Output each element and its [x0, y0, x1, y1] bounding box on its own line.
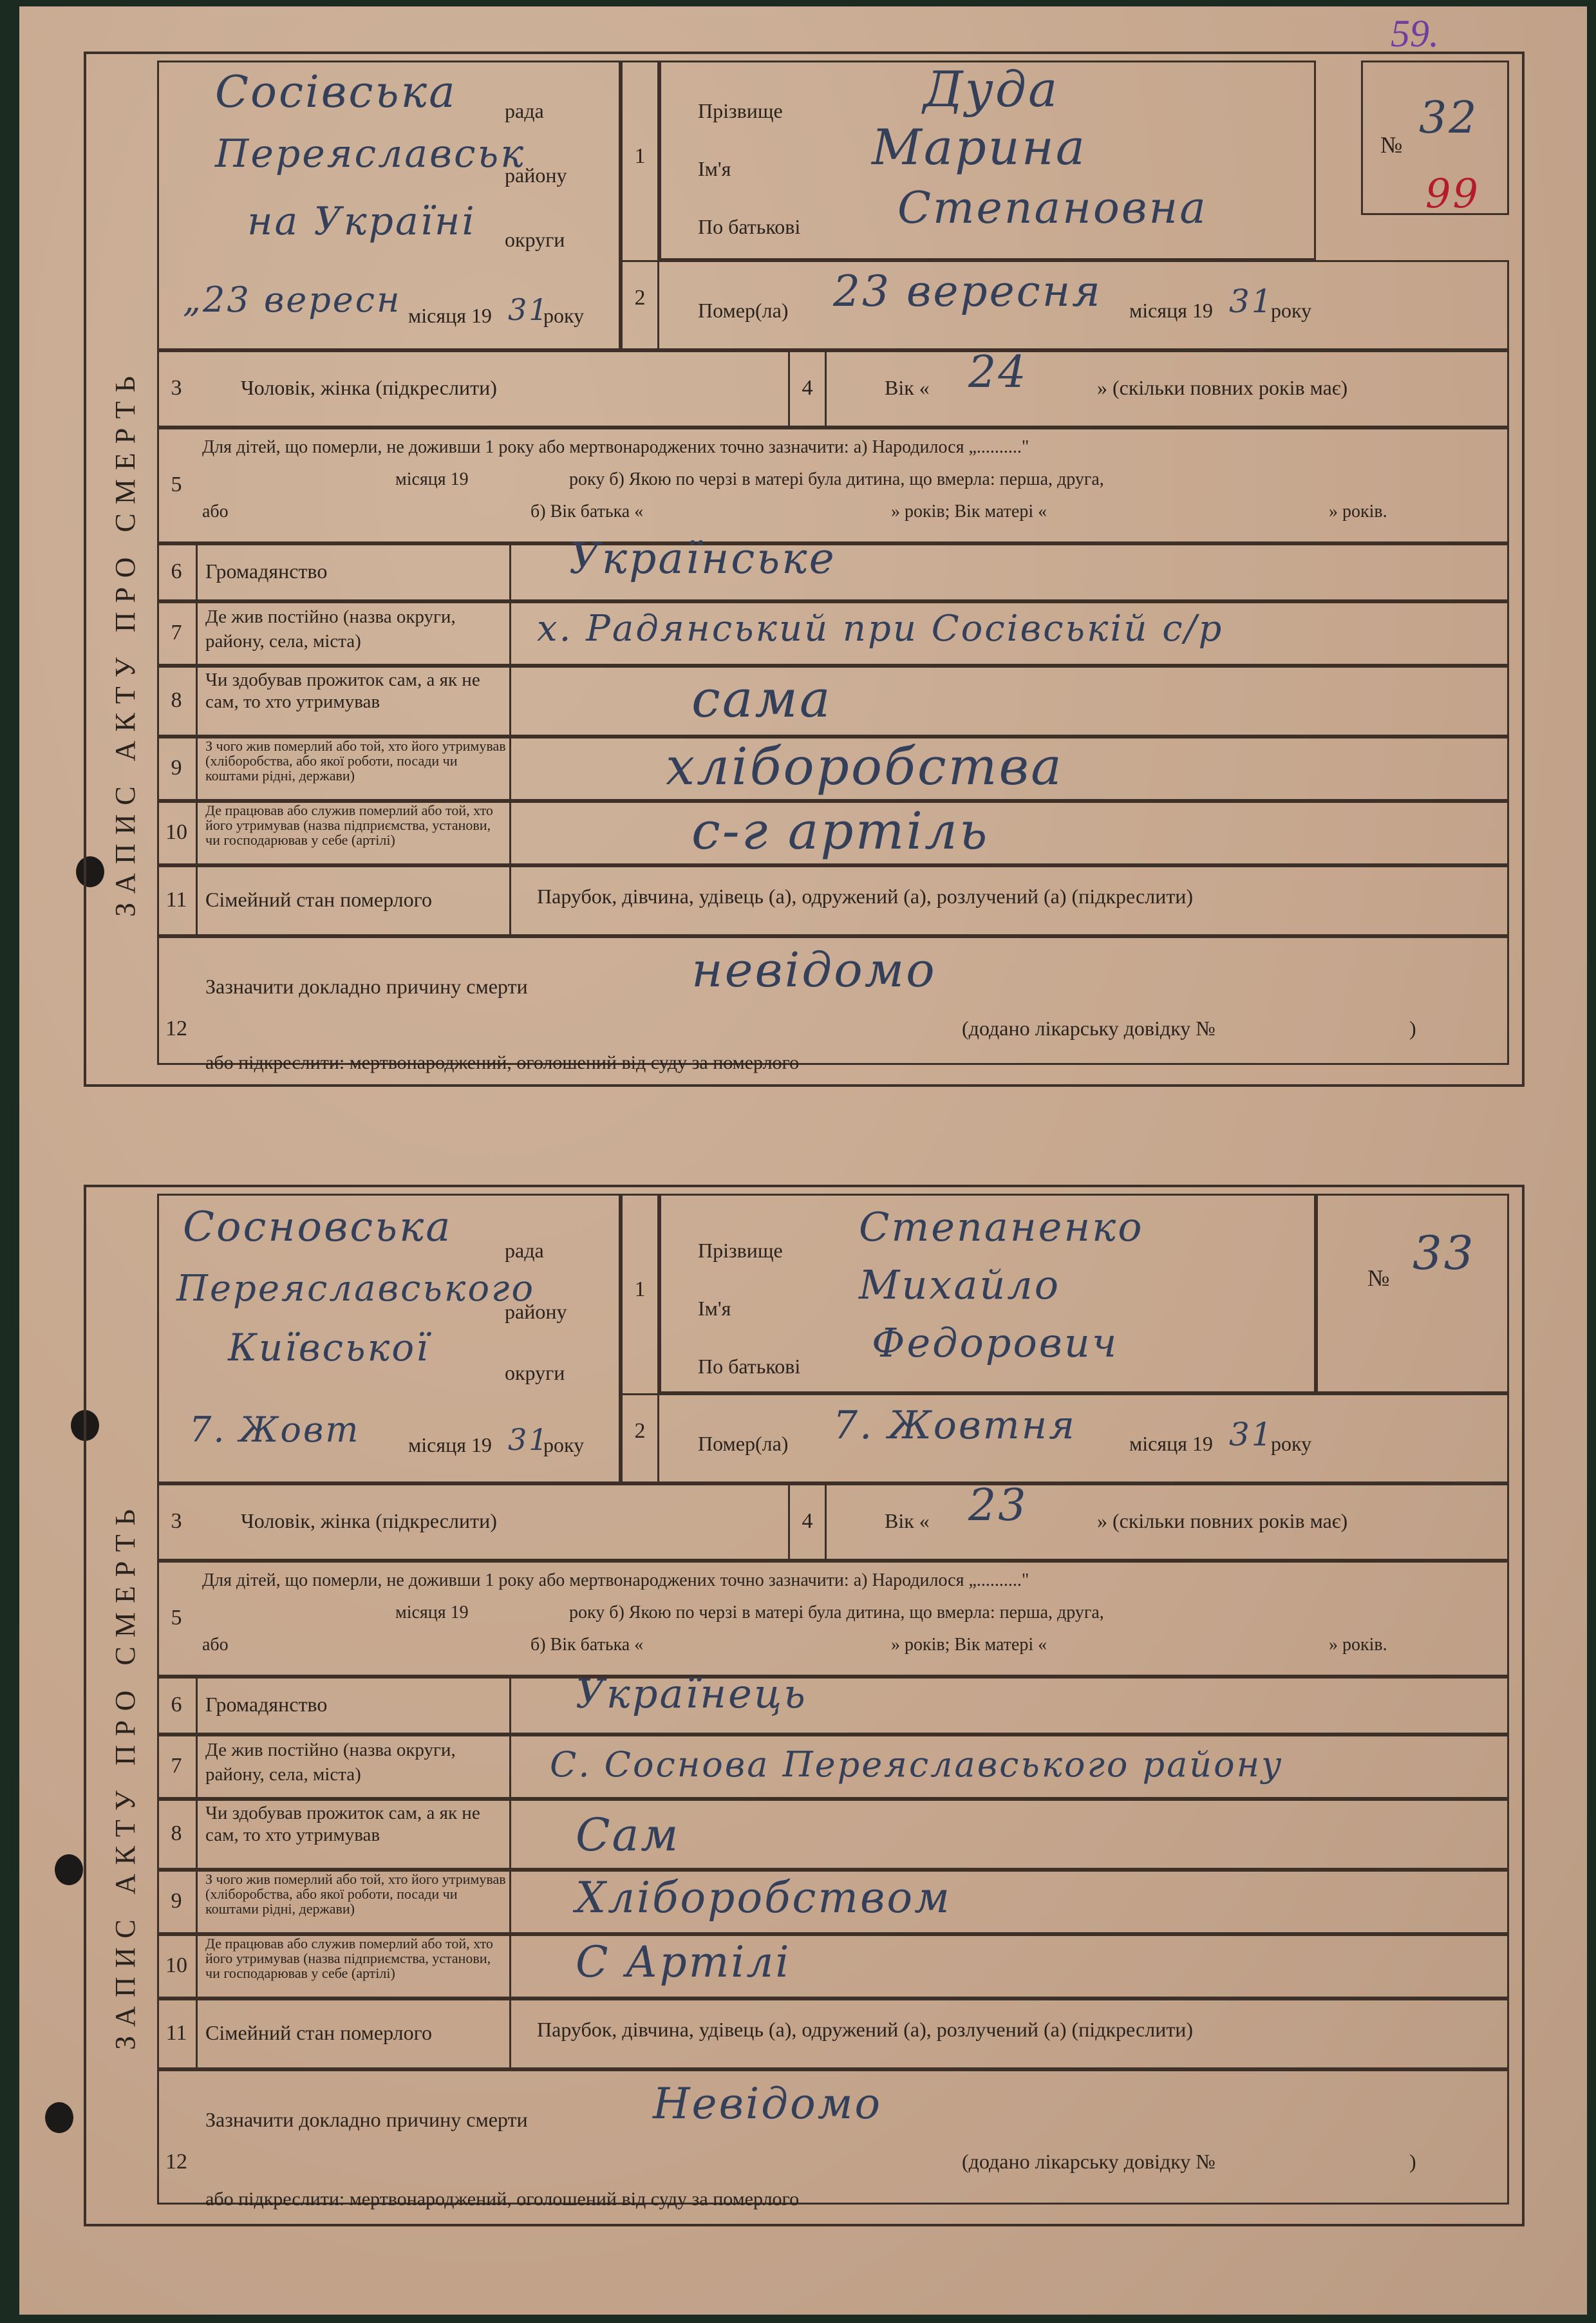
doctor-note-label: (додано лікарську довідку № — [962, 1017, 1216, 1040]
row5-text: року б) Якою по черзі в матері була дитина, що вмерла: перша, друга, — [569, 469, 1104, 489]
livelihood-label: Чи здобував прожиток сам, а як не сам, то хто утримував — [205, 670, 480, 712]
stillborn-note: або підкреслити: мертвонароджений, оголошений від суду за померлого — [205, 2188, 800, 2210]
row5-text: року б) Якою по черзі в матері була дитина, що вмерла: перша, друга, — [569, 1603, 1104, 1622]
marital-label: Сімейний стан померлого — [205, 2021, 432, 2044]
source-label: З чого жив померлий або той, хто його утримував (хліборобства, або якої роботи, посади чи коштами рідні, держави) — [205, 738, 506, 784]
row5-text: місяця 19 — [395, 1603, 469, 1622]
source-value: хліборобства — [666, 737, 1064, 796]
row-number: 7 — [171, 1754, 182, 1778]
surname-label: Прізвище — [698, 1239, 783, 1262]
marital-label: Сімейний стан померлого — [205, 888, 432, 911]
month-label: місяця 19 — [408, 1433, 492, 1456]
citizenship-label: Громадянство — [205, 1693, 328, 1716]
rayon-value: Переяславського — [176, 1268, 536, 1310]
record-number: 32 — [1419, 93, 1479, 144]
okruha-value: Київської — [228, 1326, 430, 1369]
patronymic-label: По батькові — [698, 215, 801, 238]
livelihood-label: Чи здобував прожиток сам, а як не сам, то хто утримував — [205, 1803, 480, 1845]
row5-text: б) Вік батька « — [530, 502, 644, 522]
sex-label: Чоловік, жінка (підкреслити) — [241, 1509, 497, 1532]
name-value: Михайло — [859, 1261, 1061, 1308]
stillborn-note: або підкреслити: мертвонароджений, оголошений від суду за померлого — [205, 1052, 800, 1073]
doctor-note-label: (додано лікарську довідку № — [962, 2150, 1216, 2173]
row-number: 6 — [171, 560, 182, 583]
row-number: 9 — [171, 1889, 182, 1913]
row5-text: або — [202, 1635, 229, 1655]
row5-text: » років. — [1329, 1635, 1387, 1655]
record-number: 33 — [1413, 1226, 1476, 1280]
number-label: № — [1367, 1265, 1390, 1291]
row5-text: Для дітей, що померли, не доживши 1 року або мертвонароджених точно зазначити: а) Народилося „.........." — [202, 1570, 1029, 1590]
death-label: Помер(ла) — [698, 299, 789, 322]
citizenship-label: Громадянство — [205, 560, 328, 583]
surname-value: Дуда — [923, 61, 1060, 118]
okruha-label: округи — [505, 228, 565, 251]
row-number: 12 — [165, 2150, 187, 2174]
number-block — [1316, 1194, 1509, 1393]
row5-text: » років. — [1329, 502, 1387, 522]
okruha-label: округи — [505, 1361, 565, 1384]
row-number: 4 — [802, 376, 813, 400]
death-date: 23 вересня — [833, 267, 1102, 316]
side-label: ЗАПИС АКТУ ПРО СМЕРТЬ — [109, 367, 141, 917]
patronymic-value: Федорович — [872, 1319, 1119, 1366]
row-number: 6 — [171, 1693, 182, 1716]
patronymic-label: По батькові — [698, 1355, 801, 1378]
month-label: місяця 19 — [408, 304, 492, 327]
row-number: 5 — [171, 473, 182, 496]
cause-label: Зазначити докладно причину смерти — [205, 975, 528, 998]
year-label: року — [1271, 1432, 1312, 1455]
cause-label: Зазначити докладно причину смерти — [205, 2108, 528, 2131]
name-label: Ім'я — [698, 157, 731, 180]
age-label: Вік « — [885, 1509, 930, 1532]
age-value: 24 — [968, 347, 1028, 398]
row5-text: б) Вік батька « — [530, 1635, 644, 1655]
source-label: З чого жив померлий або той, хто його утримував (хліборобства, або якої роботи, посади чи коштами рідні, держави) — [205, 1871, 506, 1917]
month-label: місяця 19 — [1129, 1432, 1213, 1455]
row-number: 4 — [802, 1509, 813, 1533]
age-value: 23 — [968, 1480, 1028, 1531]
row5-text: » років; Вік матері « — [891, 1635, 1047, 1655]
death-date: 7. Жовтня — [833, 1403, 1076, 1448]
row-number: 5 — [171, 1606, 182, 1630]
registration-date: „23 вересн — [183, 279, 402, 320]
row-number: 11 — [165, 888, 187, 912]
marital-options: Парубок, дівчина, удівець (а), одружений (а), розлучений (а) (підкреслити) — [537, 2018, 1194, 2041]
source-value: Хліборобством — [576, 1873, 952, 1923]
citizenship-value: Українець — [576, 1670, 807, 1717]
age-note: » (скільки повних років має) — [1097, 1509, 1348, 1532]
row-number: 8 — [171, 1821, 182, 1845]
workplace-label: Де працював або служив померлий або той, хто його утримував (назва підприємства, установи, чи господарював у себе (артілі) — [205, 802, 493, 848]
page-number: 59. — [1391, 12, 1439, 55]
row-number: 3 — [171, 1509, 182, 1533]
age-label: Вік « — [885, 376, 930, 399]
rayon-value: Переяславськ — [215, 131, 526, 176]
surname-value: Степаненко — [859, 1203, 1144, 1250]
row-number: 10 — [165, 1953, 187, 1977]
row5-text: або — [202, 502, 229, 522]
death-record-form — [84, 52, 1525, 1087]
year-label: року — [543, 1433, 585, 1456]
death-record-form — [84, 1185, 1525, 2226]
row5-text: » років; Вік матері « — [891, 502, 1047, 522]
registration-date: 7. Жовт — [189, 1409, 361, 1450]
row-number: 2 — [634, 286, 646, 310]
rada-label: рада — [505, 1239, 544, 1262]
workplace-value: с-г артіль — [691, 801, 990, 861]
death-label: Помер(ла) — [698, 1432, 789, 1455]
row-number: 12 — [165, 1017, 187, 1040]
name-value: Марина — [872, 118, 1087, 176]
workplace-value: С Артілі — [576, 1937, 791, 1987]
binder-hole — [55, 1854, 83, 1885]
row-number: 7 — [171, 621, 182, 644]
cause-value: невідомо — [691, 943, 937, 998]
citizenship-value: Українське — [569, 534, 836, 583]
residence-value: х. Радянський при Сосівській с/р — [537, 608, 1224, 650]
year-label: року — [543, 304, 585, 327]
row-number: 9 — [171, 756, 182, 780]
row-number: 8 — [171, 688, 182, 712]
rada-value: Сосівська — [215, 67, 457, 118]
cause-value: Невідомо — [653, 2079, 883, 2129]
livelihood-value: сама — [691, 669, 832, 729]
age-note: » (скільки повних років має) — [1097, 376, 1348, 399]
rayon-label: району — [505, 164, 567, 187]
row-number: 1 — [634, 1277, 646, 1301]
side-label: ЗАПИС АКТУ ПРО СМЕРТЬ — [109, 1500, 141, 2050]
registration-year: 31 — [508, 1422, 550, 1457]
doctor-note-close: ) — [1409, 2150, 1416, 2173]
patronymic-value: Степановна — [897, 183, 1208, 234]
month-label: місяця 19 — [1129, 299, 1213, 322]
marital-options: Парубок, дівчина, удівець (а), одружений (а), розлучений (а) (підкреслити) — [537, 885, 1194, 908]
rayon-label: району — [505, 1300, 567, 1323]
number-label: № — [1380, 132, 1403, 158]
row-number: 10 — [165, 820, 187, 844]
workplace-label: Де працював або служив померлий або той, хто його утримував (назва підприємства, установи, чи господарював у себе (артілі) — [205, 1935, 493, 1981]
year-label: року — [1271, 299, 1312, 322]
residence-label: Де жив постійно (назва округи, району, села, міста) — [205, 607, 456, 652]
binder-hole — [45, 2102, 73, 2133]
rada-value: Сосновська — [183, 1203, 453, 1251]
livelihood-value: Сам — [576, 1809, 681, 1861]
row-number: 11 — [165, 2021, 187, 2045]
registration-year: 31 — [508, 292, 550, 327]
death-year: 31 — [1229, 1416, 1274, 1453]
row5-text: місяця 19 — [395, 469, 469, 489]
surname-label: Прізвище — [698, 99, 783, 122]
doctor-note-close: ) — [1409, 1017, 1416, 1040]
record-number-extra: 99 — [1425, 170, 1480, 217]
sex-label: Чоловік, жінка (підкреслити) — [241, 376, 497, 399]
row-number: 2 — [634, 1419, 646, 1443]
death-year: 31 — [1229, 283, 1274, 320]
residence-label: Де жив постійно (назва округи, району, села, міста) — [205, 1740, 456, 1785]
row-number: 3 — [171, 376, 182, 400]
residence-value: С. Соснова Переяславського району — [550, 1744, 1284, 1785]
row-number: 1 — [634, 144, 646, 168]
row5-text: Для дітей, що померли, не доживши 1 року або мертвонароджених точно зазначити: а) Народилося „.........." — [202, 437, 1029, 457]
name-label: Ім'я — [698, 1297, 731, 1320]
okruha-value: на Україні — [247, 199, 476, 244]
rada-label: рада — [505, 99, 544, 122]
